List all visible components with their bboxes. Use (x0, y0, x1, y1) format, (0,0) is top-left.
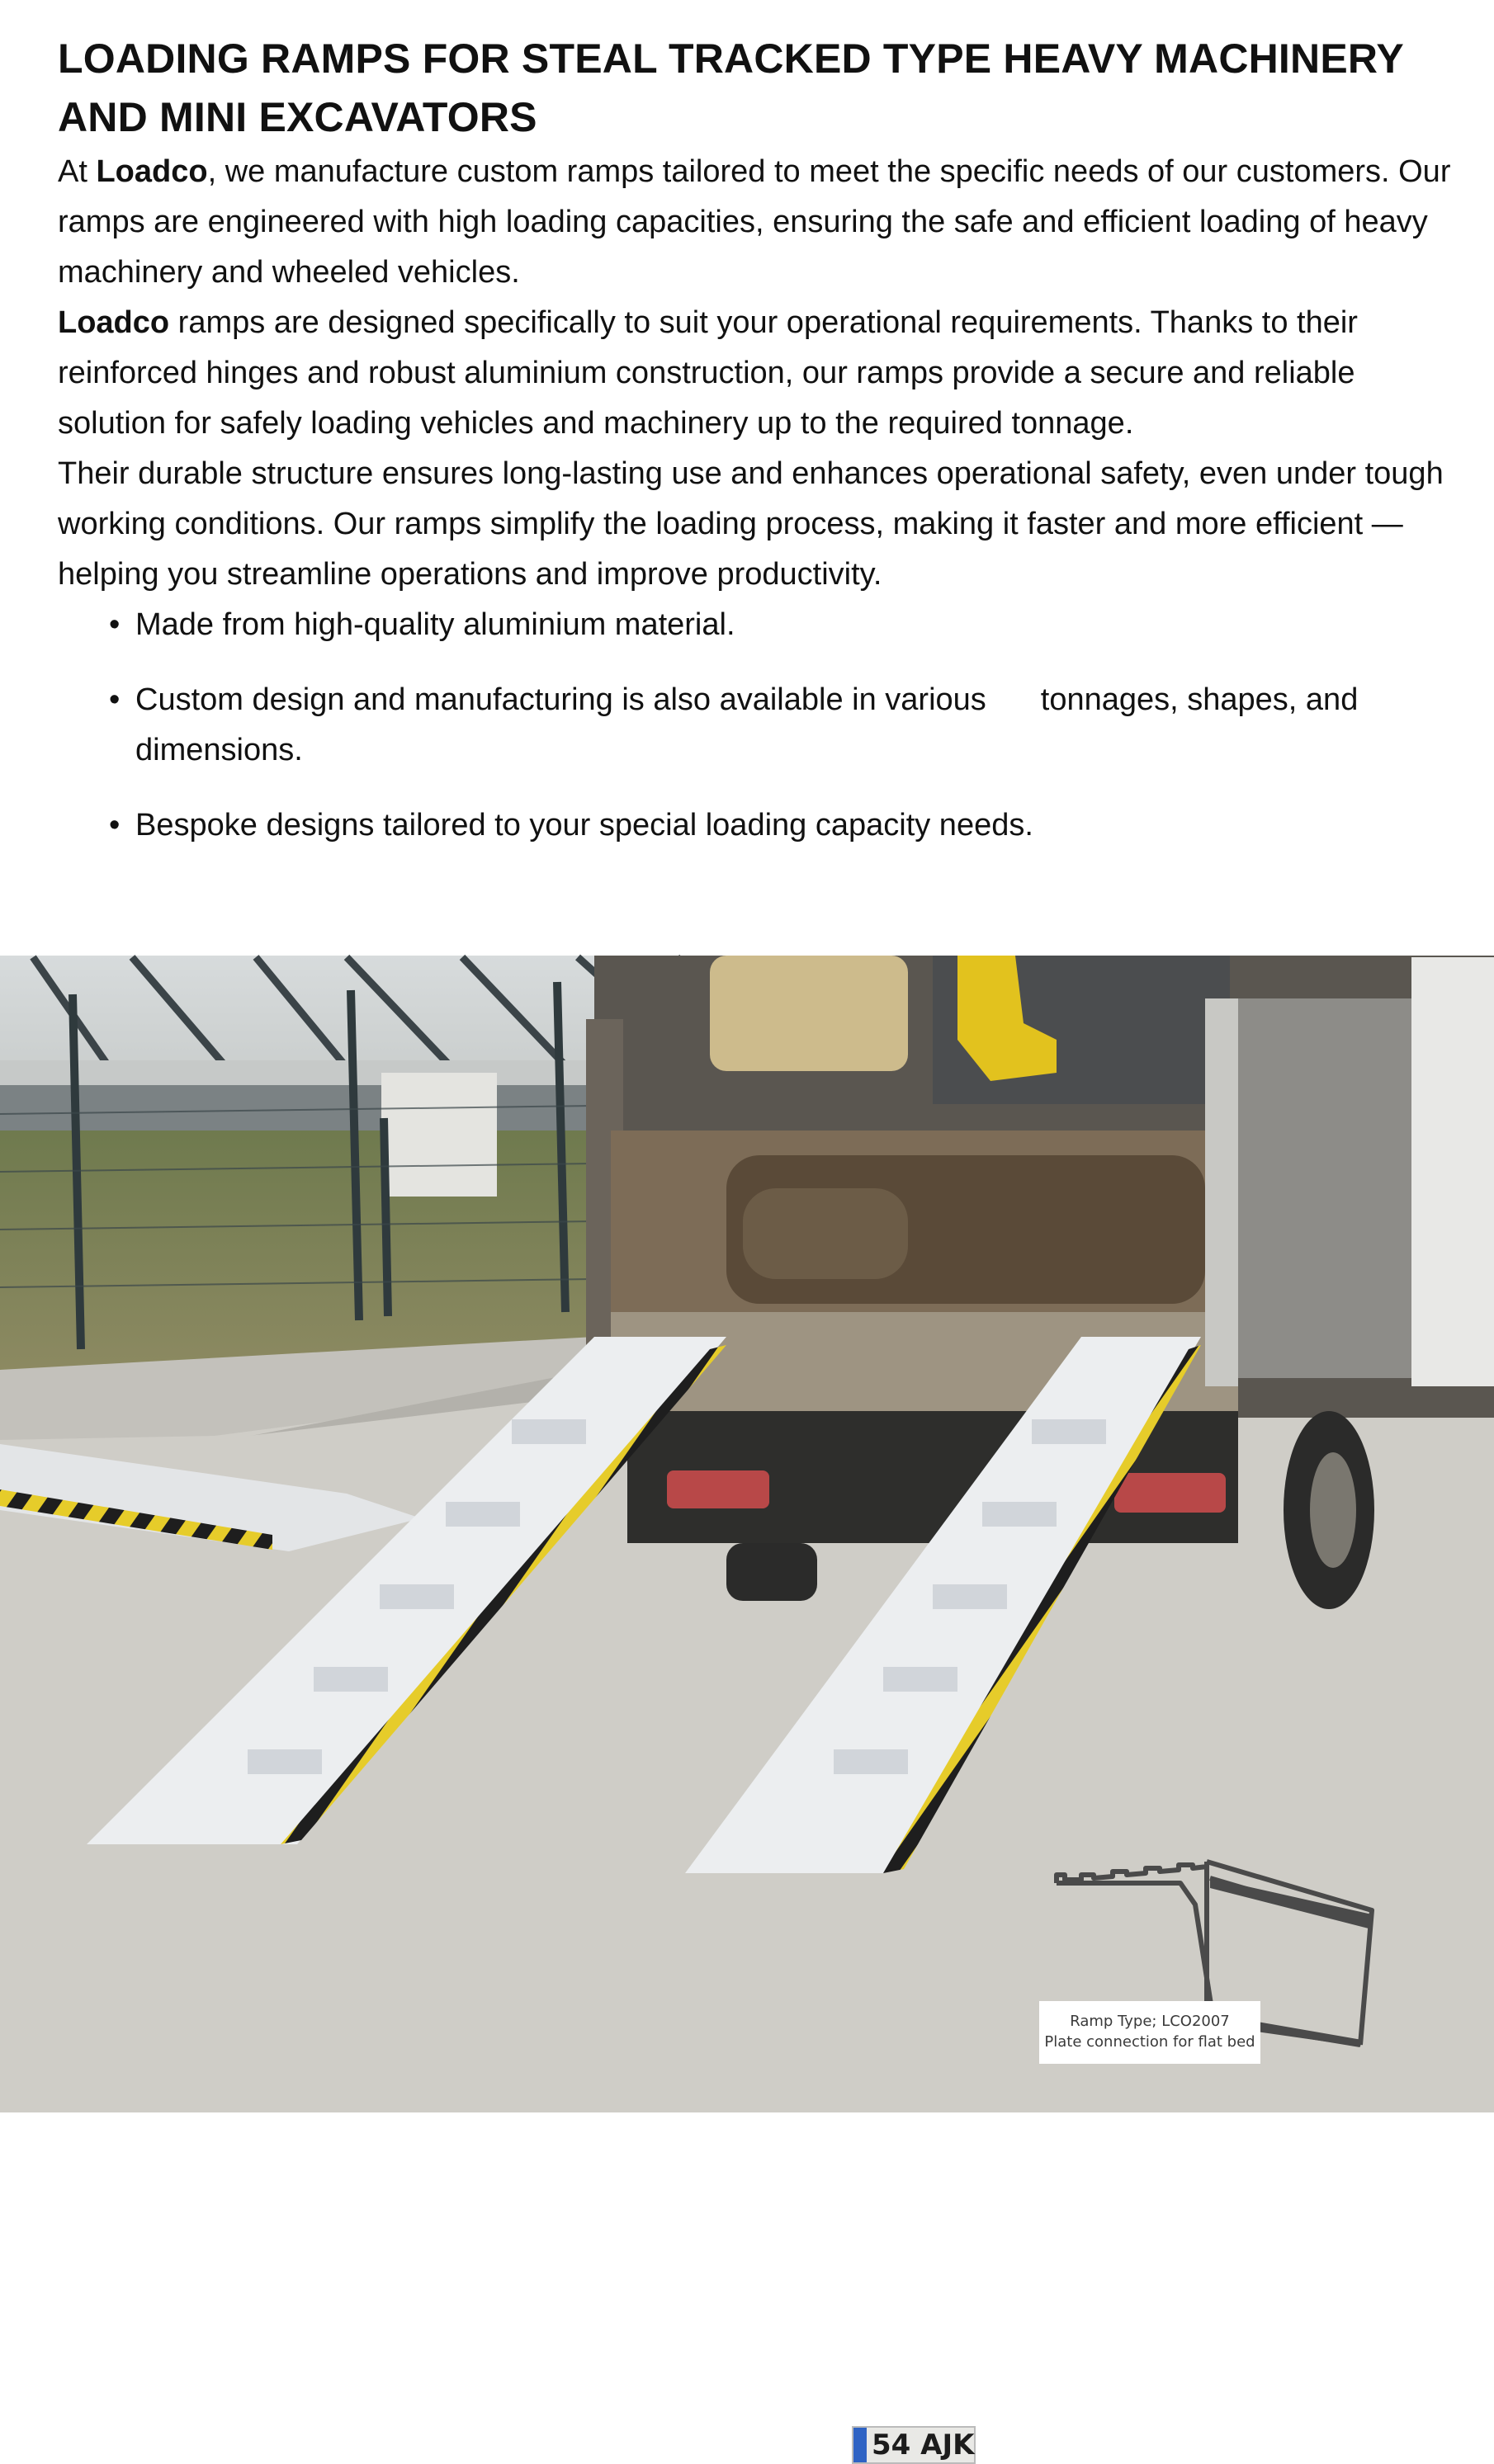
list-item (58, 675, 1461, 776)
paragraph-body: , we manufacture custom ramps tailored to meet the specific needs of our customers. Our ramps are engineered with high loading capacities, ensuring the safe and efficient loading of heavy machinery and wheeled vehicles. (58, 154, 1451, 290)
list-item (58, 800, 1461, 851)
bullet-icon: • (109, 808, 121, 843)
paragraph-intro (58, 147, 1461, 298)
paragraph-body: ramps are designed specifically to suit your operational requirements. Thanks to their reinforced hinges and robust aluminium construction, our ramps provide a secure and reliable solution for safely loading vehicles and machinery up to the required tonnage. (58, 305, 1358, 441)
paragraph-lead: At (58, 154, 97, 189)
brand-name: Loadco (58, 305, 170, 340)
list-item-text: Custom design and manufacturing is also available in various (135, 682, 986, 717)
brand-name: Loadco (96, 154, 208, 189)
caption-ramp-type: Ramp Type; LCO2007 (1070, 2013, 1230, 2030)
paragraph-durability (58, 449, 1461, 600)
license-plate: 54 AJK (852, 2426, 976, 2464)
feature-list (58, 600, 1461, 851)
paragraph-body: Their durable structure ensures long-lasting use and enhances operational safety, even under tough working conditions. Our ramps simplify the loading process, making it faster and more efficient — helping you streamline operations and improve productivity. (58, 456, 1444, 592)
list-item-text: tonnages, shapes, and dimensions. (135, 682, 1359, 767)
bullet-icon: • (109, 682, 121, 717)
article-text (58, 30, 1461, 851)
diagram-caption (1039, 2001, 1260, 2064)
bullet-icon: • (109, 607, 121, 642)
caption-connection: Plate connection for flat bed (1044, 2033, 1255, 2051)
page-title: LOADING RAMPS FOR STEAL TRACKED TYPE HEAVY MACHINERY AND MINI EXCAVATORS (58, 35, 1403, 140)
paragraph-design (58, 298, 1461, 449)
list-item-text: Made from high-quality aluminium material. (135, 607, 735, 642)
list-item (58, 600, 1461, 650)
list-item-text: Bespoke designs tailored to your special loading capacity needs. (135, 808, 1033, 843)
